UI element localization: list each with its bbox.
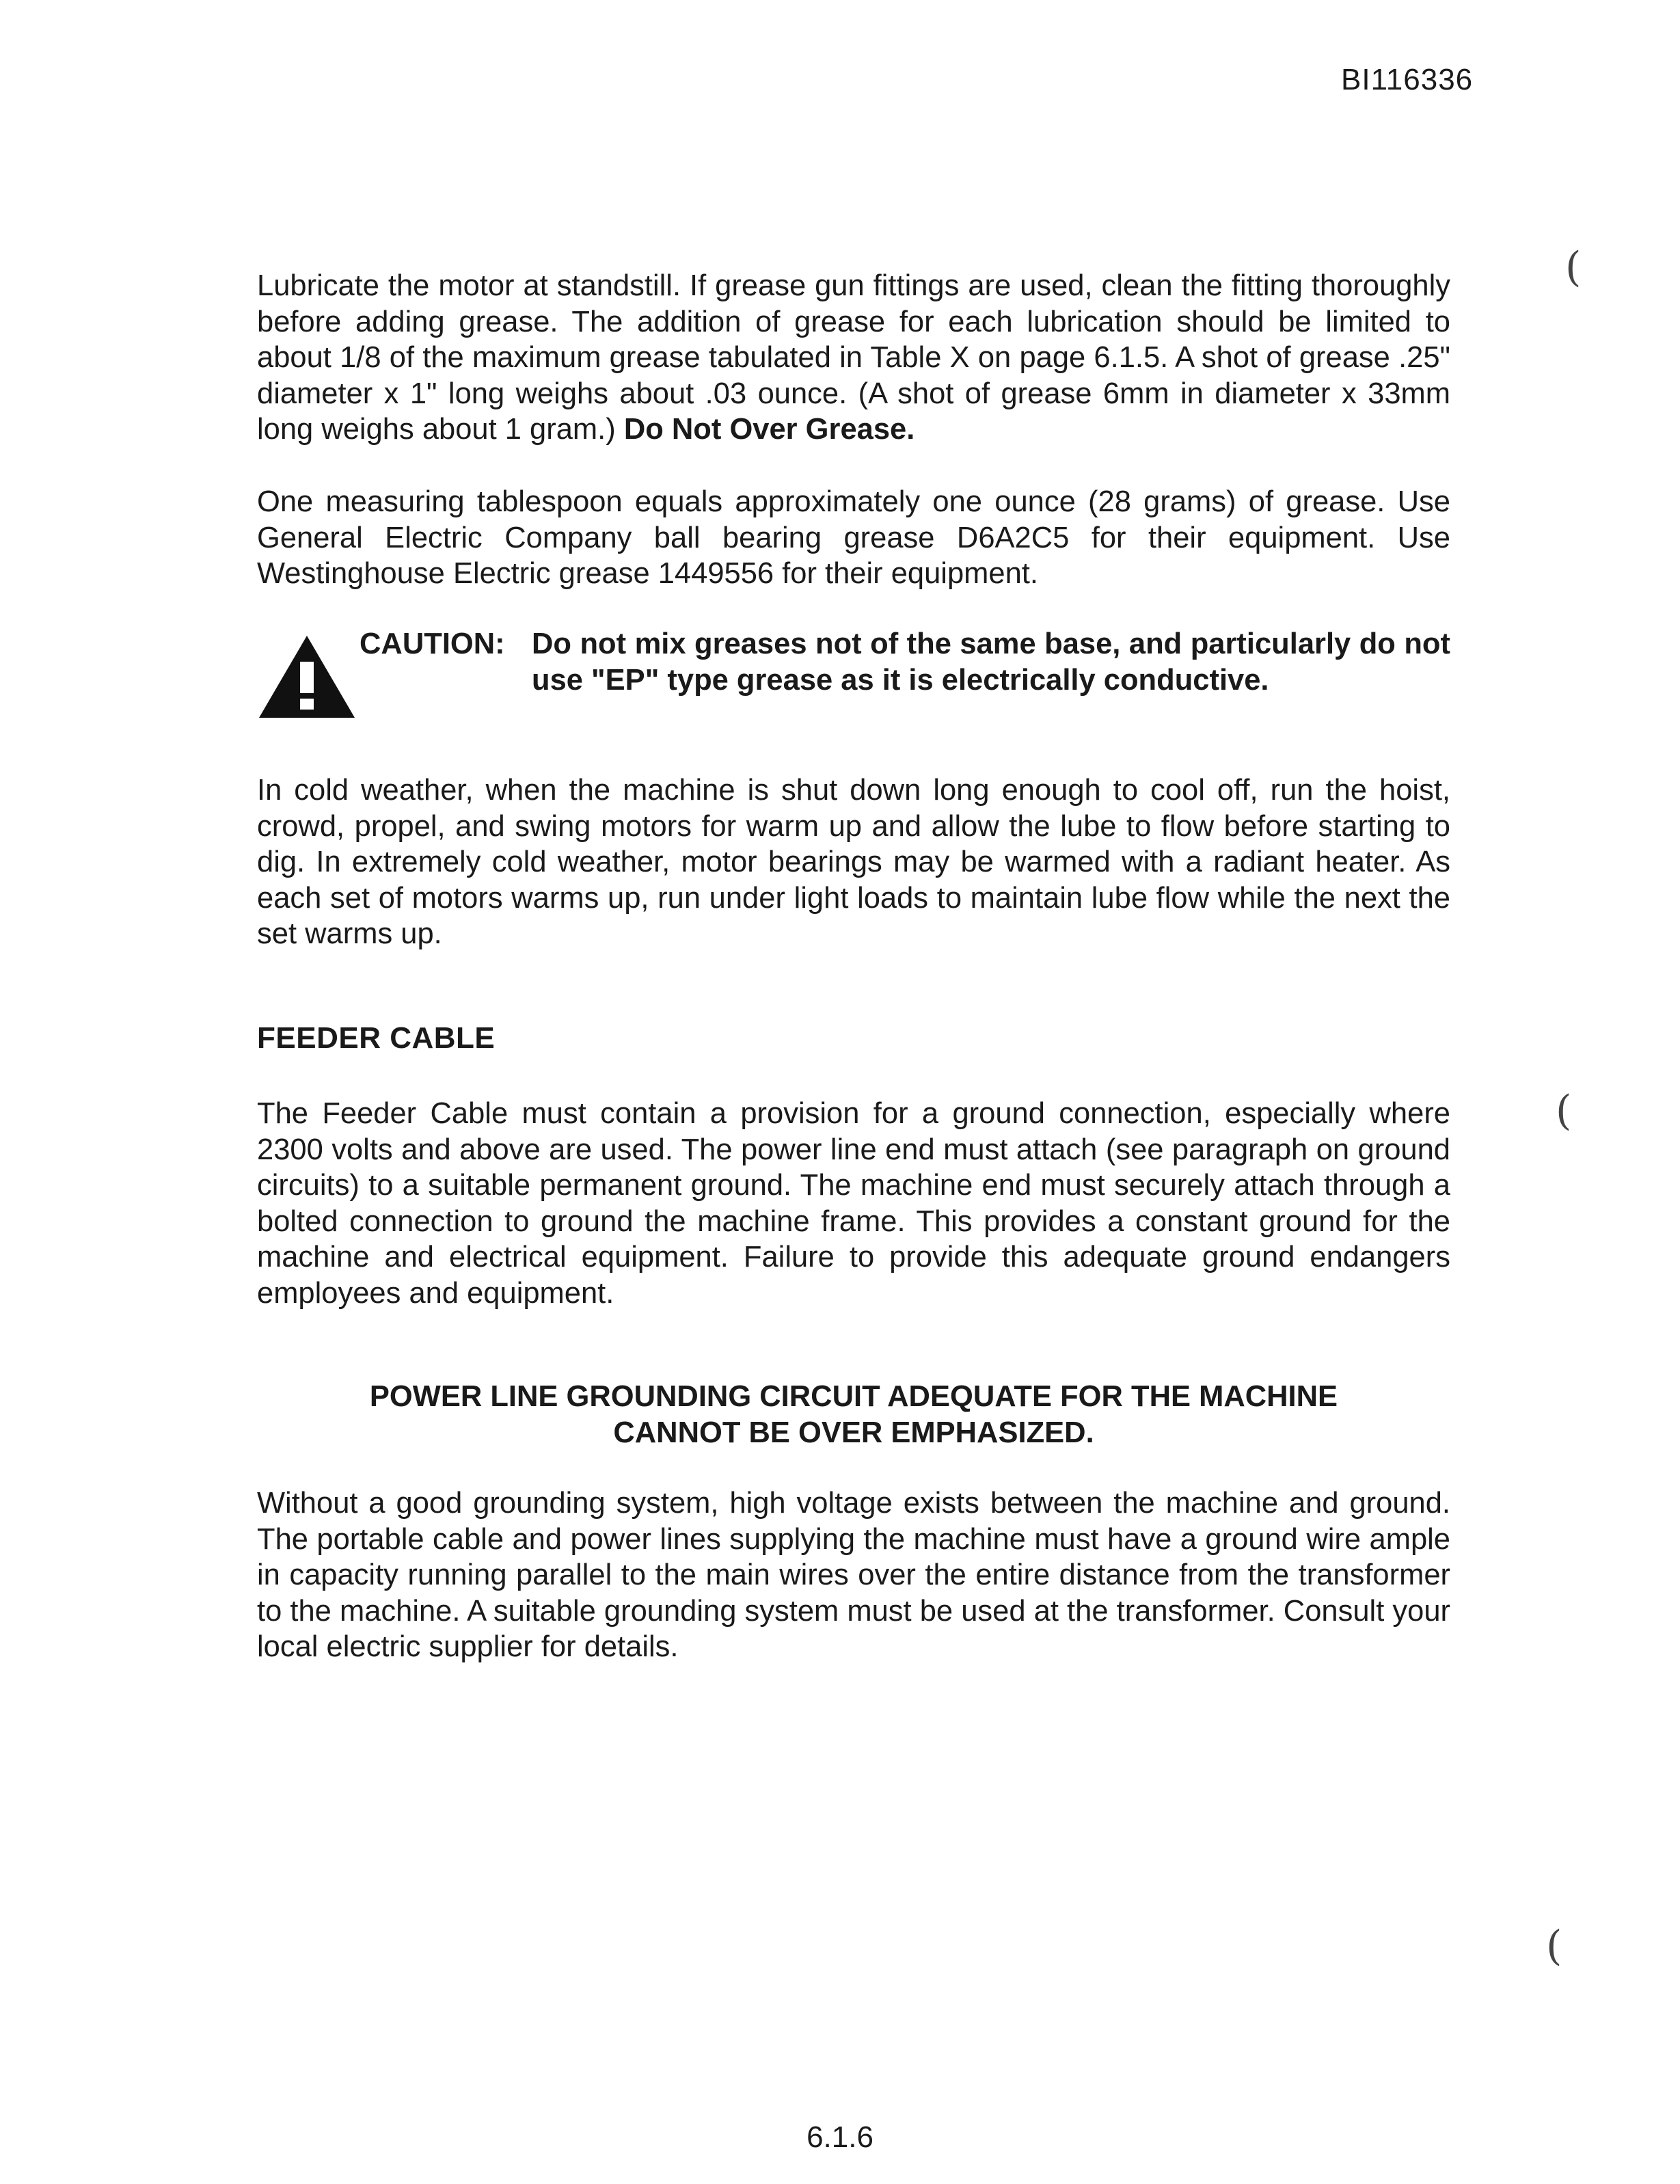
- margin-mark: (: [1556, 1087, 1572, 1135]
- lubrication-text: Lubricate the motor at standstill. If grease gun fittings are used, clean the fitting thoroughly before adding grease. The addition of grease for each lubrication should be limited to about 1/8 of the maximum grease tabulated in Table X on page 6.1.5. A shot of grease .25" diameter x 1" long weighs about .03 ounce. (A shot of grease 6mm in diameter x 33mm long weighs about 1 gram.): [257, 269, 1450, 446]
- cold-weather-paragraph: In cold weather, when the machine is shut down long enough to cool off, run the hoist, crowd, propel, and swing motors for warm up and allow the lube to flow before starting to dig. In extremely cold weather, motor bearings may be warmed with a radiant heater. As each set of motors warms up, run under light loads to maintain lube flow while the next the set warms up.: [257, 774, 1450, 951]
- margin-mark: (: [1546, 1922, 1562, 1970]
- grounding-system-paragraph: Without a good grounding system, high voltage exists between the machine and ground. The portable cable and power lines supplying the machine must have a ground wire ample in capacity running parallel to the main wires over the entire distance from the transformer to the machine. A suitable grounding system must be used at the transformer. Consult your local electric supplier for details.: [257, 1487, 1450, 1664]
- warning-triangle-icon: [257, 633, 357, 720]
- lubrication-paragraph: [257, 268, 1450, 448]
- feeder-cable-paragraph: The Feeder Cable must contain a provision for a ground connection, especially where 2300 volts and above are used. The power line end must attach (see paragraph on ground circuits) to a suitable permanent ground. The machine end must securely attach through a bolted connection to ground the machine frame. This provides a constant ground for the machine and electrical equipment. Failure to provide this adequate ground endangers employees and equipment.: [257, 1097, 1450, 1310]
- emphasis-line-1: POWER LINE GROUNDING CIRCUIT ADEQUATE FOR THE MACHINE: [369, 1380, 1338, 1413]
- caution-block: [257, 626, 1450, 722]
- page-number: 6.1.6: [807, 2120, 873, 2154]
- over-grease-warning: Do Not Over Grease.: [623, 413, 915, 446]
- emphasis-line-2: CANNOT BE OVER EMPHASIZED.: [613, 1416, 1094, 1449]
- caution-label: CAUTION:: [360, 628, 505, 660]
- margin-mark: (: [1565, 243, 1582, 291]
- caution-text: Do not mix greases not of the same base, and particularly do not use "EP" type grease as it is electrically conductive.: [532, 628, 1450, 697]
- section-heading: FEEDER CABLE: [257, 1021, 496, 1055]
- grounding-emphasis: [257, 1379, 1450, 1451]
- document-id: BI116336: [1341, 63, 1474, 96]
- grease-measure-paragraph: One measuring tablespoon equals approximately one ounce (28 grams) of grease. Use General Electric Company ball bearing grease D6A2C5 for their equipment. Use Westinghouse Electric grease 1449556 for their equipment.: [257, 485, 1450, 591]
